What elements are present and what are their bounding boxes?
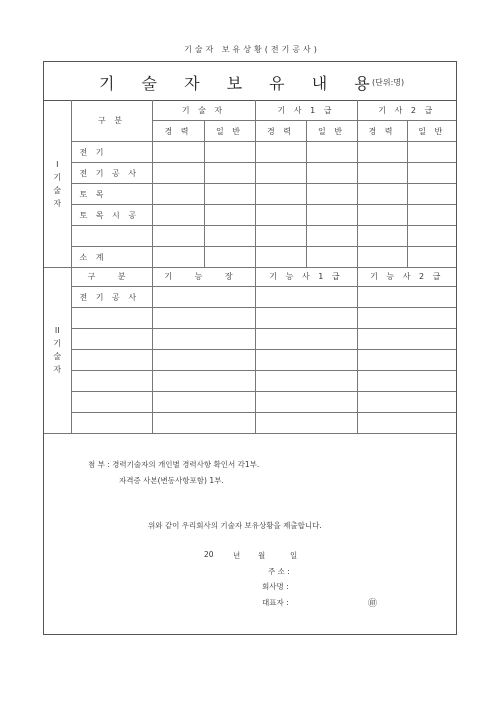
row-label: [71, 350, 152, 371]
address-label: 주 소 :: [268, 567, 290, 576]
data-cell[interactable]: [357, 287, 456, 308]
data-cell[interactable]: [306, 142, 357, 163]
data-cell[interactable]: [255, 205, 306, 226]
data-cell[interactable]: [152, 287, 255, 308]
table-row: [44, 392, 456, 413]
table-row: [44, 247, 456, 268]
data-cell[interactable]: [152, 142, 204, 163]
attachment-line-1: 첨 부 : 경력기술자의 개인별 경력사항 확인서 각1부.: [88, 460, 260, 469]
data-cell[interactable]: [255, 371, 357, 392]
section-2-table: [44, 266, 456, 434]
row-label: [71, 308, 152, 329]
section-1-header-label: 구 분: [71, 100, 152, 142]
data-cell[interactable]: [152, 205, 204, 226]
row-label: [71, 226, 152, 247]
table-row: [44, 142, 456, 163]
data-cell[interactable]: [407, 247, 456, 268]
sub-header: 일 반: [204, 121, 255, 142]
data-cell[interactable]: [357, 413, 456, 434]
data-cell[interactable]: [357, 329, 456, 350]
table-row: [44, 163, 456, 184]
data-cell[interactable]: [255, 329, 357, 350]
data-cell[interactable]: [204, 205, 255, 226]
section-2-side-label: II 기 술 자: [44, 266, 71, 434]
sub-header: 경 력: [357, 121, 407, 142]
date-month-label: 월: [258, 551, 266, 560]
data-cell[interactable]: [357, 226, 407, 247]
data-cell[interactable]: [306, 184, 357, 205]
group-header: 기 술 자: [152, 100, 255, 121]
data-cell[interactable]: [255, 247, 306, 268]
submission-statement: 위와 같이 우리회사의 기술자 보유상황을 제출합니다.: [148, 521, 322, 530]
data-cell[interactable]: [255, 184, 306, 205]
data-cell[interactable]: [357, 308, 456, 329]
data-cell[interactable]: [152, 308, 255, 329]
data-cell[interactable]: [255, 413, 357, 434]
data-cell[interactable]: [255, 392, 357, 413]
data-cell[interactable]: [152, 350, 255, 371]
table-row: [44, 371, 456, 392]
data-cell[interactable]: [255, 350, 357, 371]
sub-header: 일 반: [407, 121, 456, 142]
date-year-label: 년: [233, 551, 241, 560]
table-row: [44, 205, 456, 226]
attachment-line-2: 자격증 사본(변동사항포함) 1부.: [119, 476, 224, 485]
date-prefix: 20: [204, 550, 214, 559]
data-cell[interactable]: [152, 184, 204, 205]
group-header: 기 능 사 1 급: [255, 266, 357, 287]
table-row: [44, 226, 456, 247]
data-cell[interactable]: [407, 142, 456, 163]
data-cell[interactable]: [357, 205, 407, 226]
row-label: [71, 371, 152, 392]
data-cell[interactable]: [357, 184, 407, 205]
row-label: [71, 392, 152, 413]
data-cell[interactable]: [152, 163, 204, 184]
date-day-label: 일: [290, 551, 298, 560]
row-label: 토 목 시 공: [71, 205, 152, 226]
company-label: 회사명 :: [262, 582, 289, 591]
data-cell[interactable]: [407, 226, 456, 247]
data-cell[interactable]: [255, 163, 306, 184]
data-cell[interactable]: [204, 184, 255, 205]
data-cell[interactable]: [204, 163, 255, 184]
row-label: 소 계: [71, 247, 152, 268]
data-cell[interactable]: [357, 142, 407, 163]
table-row: [44, 329, 456, 350]
data-cell[interactable]: [152, 329, 255, 350]
table-row: [44, 184, 456, 205]
unit-label: (단위:명): [372, 78, 405, 87]
table-row: [44, 308, 456, 329]
data-cell[interactable]: [357, 392, 456, 413]
section-1-side-label: I 기 술 자: [44, 100, 71, 268]
data-cell[interactable]: [152, 247, 204, 268]
row-label: 전 기 공 사: [71, 287, 152, 308]
data-cell[interactable]: [255, 142, 306, 163]
sub-header: 경 력: [255, 121, 306, 142]
data-cell[interactable]: [407, 163, 456, 184]
sub-header: 경 력: [152, 121, 204, 142]
table-row: [44, 287, 456, 308]
data-cell[interactable]: [152, 392, 255, 413]
row-label: [71, 329, 152, 350]
data-cell[interactable]: [357, 247, 407, 268]
row-label: 전 기 공 사: [71, 163, 152, 184]
section-2-header-label: 구 분: [71, 266, 152, 287]
table-row: [44, 413, 456, 434]
form-title: 기 술 자 보 유 내 용: [99, 74, 381, 93]
seal-mark: ㊞: [368, 599, 378, 609]
table-row: [44, 350, 456, 371]
group-header: 기 능 장: [152, 266, 255, 287]
sub-header: 일 반: [306, 121, 357, 142]
data-cell[interactable]: [407, 184, 456, 205]
row-label: [71, 413, 152, 434]
data-cell[interactable]: [357, 371, 456, 392]
data-cell[interactable]: [306, 226, 357, 247]
section-1-table: [44, 100, 456, 268]
data-cell[interactable]: [152, 226, 204, 247]
representative-label: 대표자 :: [262, 598, 289, 607]
data-cell[interactable]: [306, 205, 357, 226]
data-cell[interactable]: [255, 287, 357, 308]
group-header: 기 능 사 2 급: [357, 266, 456, 287]
data-cell[interactable]: [357, 163, 407, 184]
data-cell[interactable]: [204, 247, 255, 268]
data-cell[interactable]: [255, 226, 306, 247]
data-cell[interactable]: [306, 163, 357, 184]
data-cell[interactable]: [306, 247, 357, 268]
data-cell[interactable]: [152, 371, 255, 392]
page-caption: 기술자 보유상황(전기공사): [184, 45, 320, 54]
data-cell[interactable]: [204, 226, 255, 247]
title-row: [44, 62, 456, 101]
data-cell[interactable]: [152, 413, 255, 434]
form-frame: [43, 61, 457, 635]
row-label: 전 기: [71, 142, 152, 163]
row-label: 토 목: [71, 184, 152, 205]
group-header: 기 사 2 급: [357, 100, 456, 121]
data-cell[interactable]: [204, 142, 255, 163]
data-cell[interactable]: [357, 350, 456, 371]
data-cell[interactable]: [407, 205, 456, 226]
group-header: 기 사 1 급: [255, 100, 357, 121]
data-cell[interactable]: [255, 308, 357, 329]
